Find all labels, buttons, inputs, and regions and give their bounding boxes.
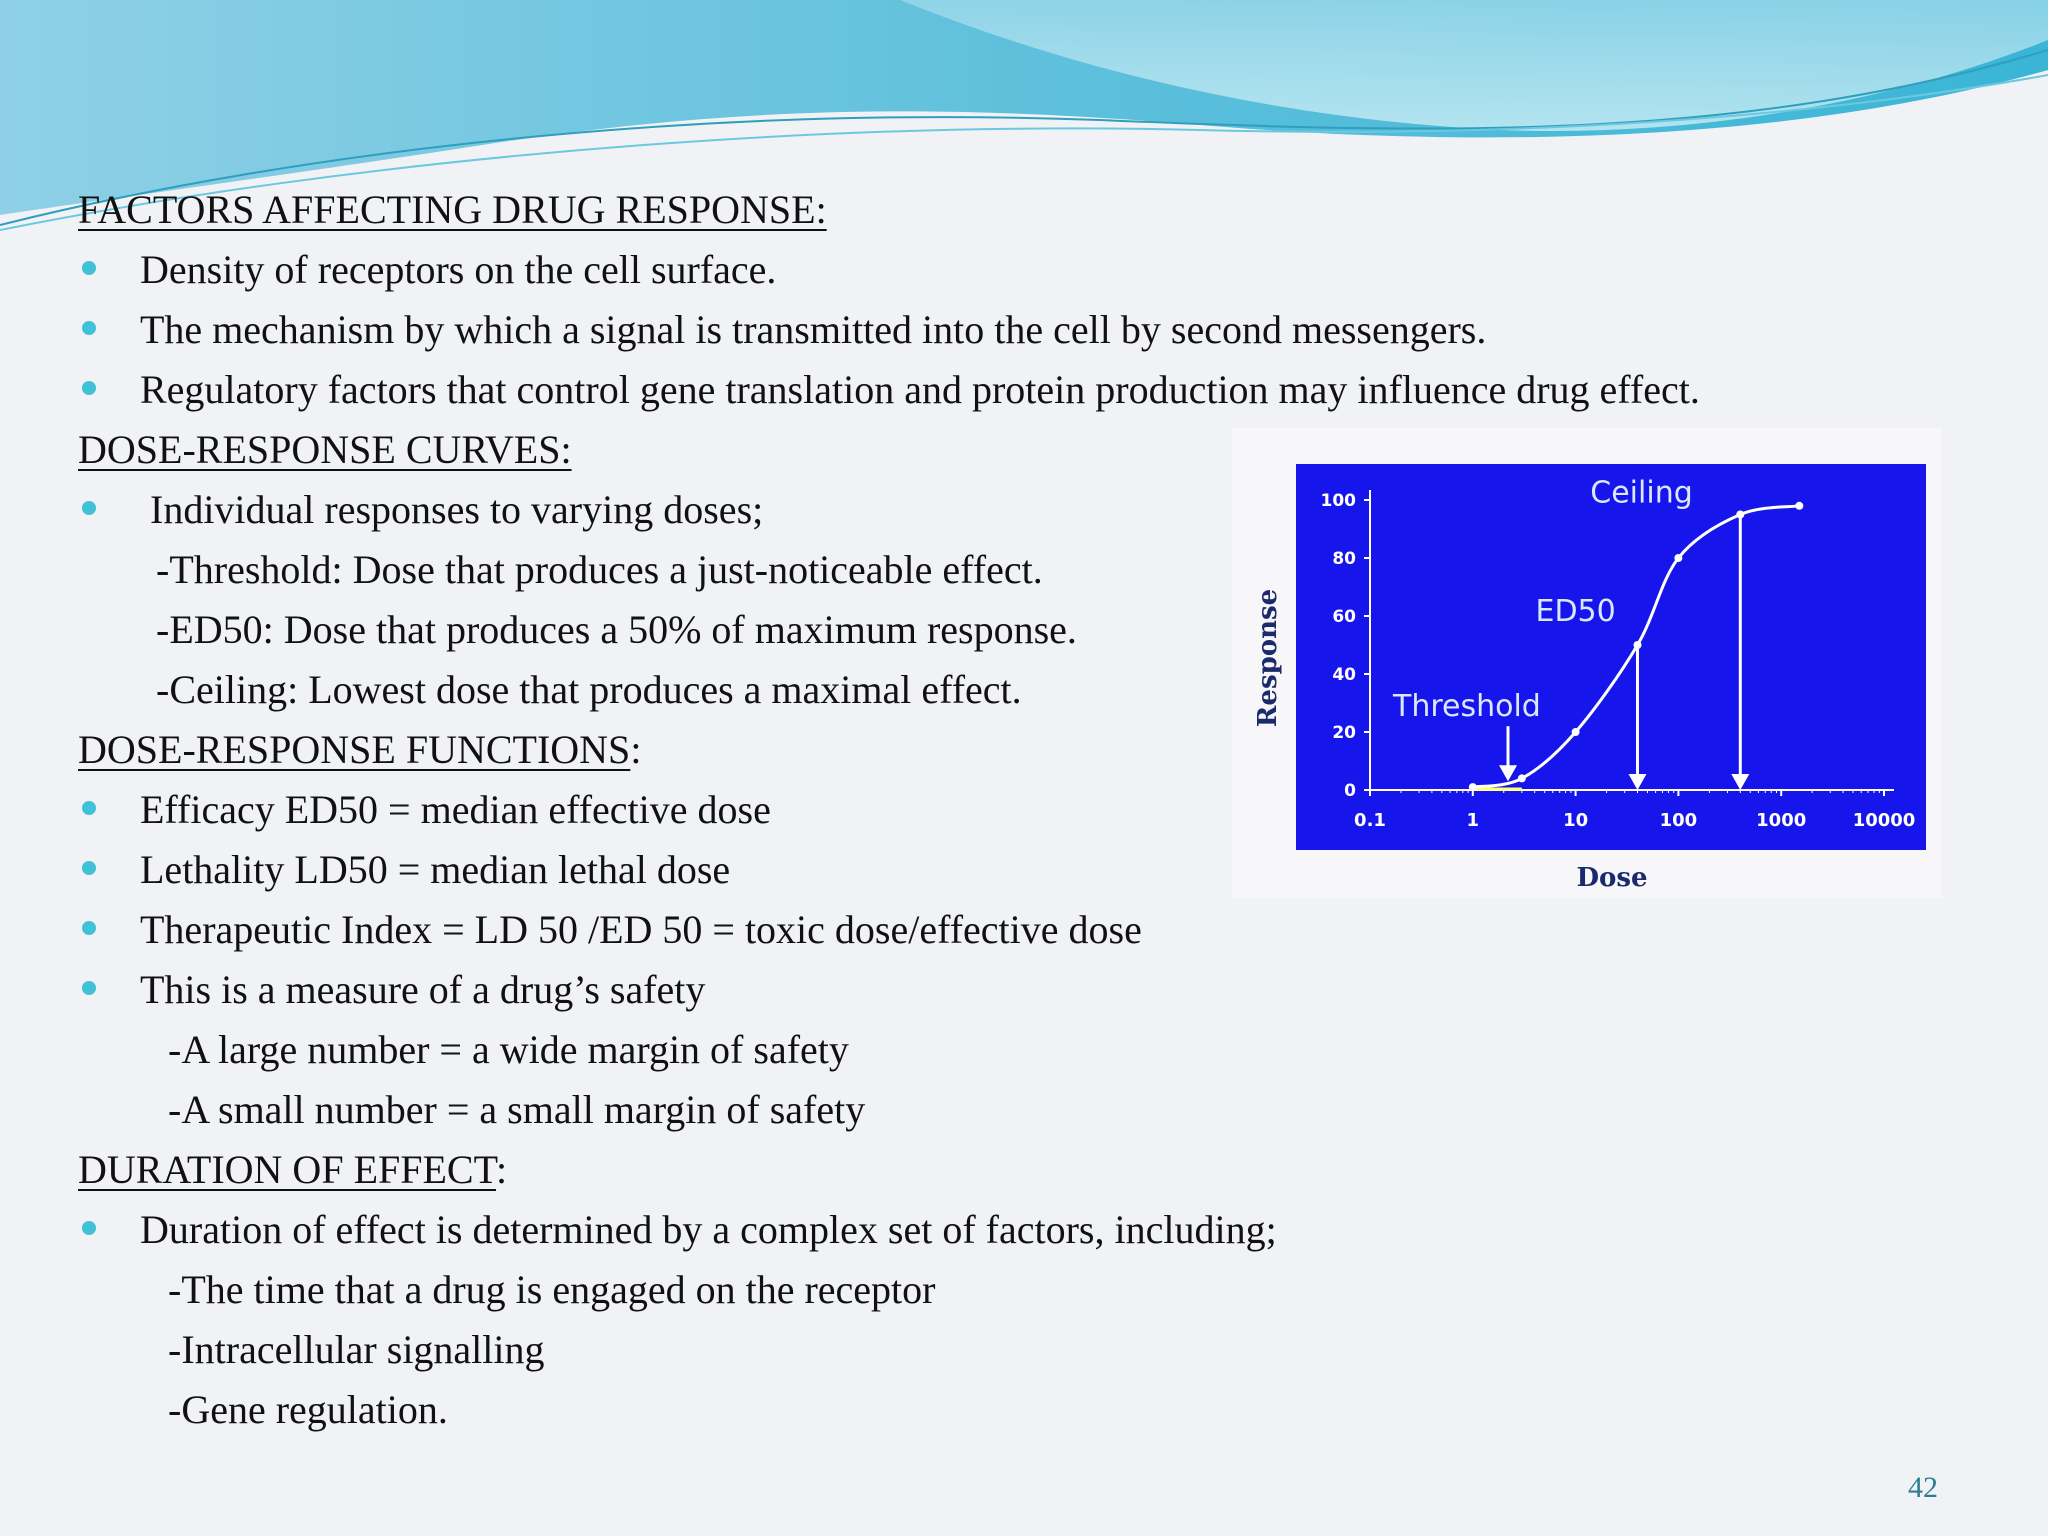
chart-y-tick-label: 20 — [1332, 723, 1356, 743]
sub-item: -ED50: Dose that produces a 50% of maximum response. — [156, 607, 1077, 652]
chart-x-tick-label: 1 — [1466, 810, 1480, 831]
chart-y-tick-label: 40 — [1332, 665, 1356, 685]
bullet-item: Individual responses to varying doses; — [82, 480, 763, 540]
dose-response-chart — [1232, 428, 1942, 898]
bullet-item: Efficacy ED50 = median effective dose — [82, 780, 771, 840]
chart-x-tick-label: 100 — [1659, 810, 1698, 831]
chart-y-axis-label: Response — [1253, 588, 1283, 728]
bullet-icon — [82, 801, 96, 815]
chart-y-tick-label: 60 — [1332, 607, 1356, 627]
sub-item: -A small number = a small margin of safety — [168, 1087, 866, 1132]
chart-y-tick-label: 0 — [1344, 781, 1356, 801]
bullet-item: Density of receptors on the cell surface. — [82, 240, 776, 300]
chart-plot-background — [1296, 464, 1926, 850]
heading-dose-response-functions: DOSE-RESPONSE FUNCTIONS: — [78, 727, 642, 772]
chart-annotation-label: Threshold — [1393, 689, 1541, 725]
chart-data-point — [1795, 502, 1803, 510]
chart-annotation-label: Ceiling — [1590, 475, 1693, 511]
bullet-item: Therapeutic Index = LD 50 /ED 50 = toxic dose/effective dose — [82, 900, 1142, 960]
sub-item: -Threshold: Dose that produces a just-noticeable effect. — [156, 547, 1043, 592]
sub-item: -Ceiling: Lowest dose that produces a maximal effect. — [156, 667, 1022, 712]
bullet-item: Regulatory factors that control gene translation and protein production may influence drug effect. — [82, 360, 1700, 420]
chart-annotation-label: ED50 — [1535, 594, 1616, 629]
bullet-icon — [82, 921, 96, 935]
page-number: 42 — [1908, 1471, 1938, 1504]
bullet-item: Duration of effect is determined by a complex set of factors, including; — [82, 1200, 1277, 1260]
chart-x-tick-label: 1000 — [1756, 810, 1807, 831]
dose-response-chart-svg — [1232, 428, 1942, 898]
sub-item: -The time that a drug is engaged on the receptor — [168, 1267, 936, 1312]
bullet-icon — [82, 261, 96, 275]
heading-duration-of-effect: DURATION OF EFFECT: — [78, 1147, 508, 1192]
bullet-icon — [82, 501, 96, 515]
chart-y-tick-label: 80 — [1332, 549, 1356, 569]
heading-factors: FACTORS AFFECTING DRUG RESPONSE: — [78, 187, 827, 232]
chart-data-point — [1469, 783, 1477, 791]
bullet-icon — [82, 981, 96, 995]
bullet-icon — [82, 1221, 96, 1235]
chart-data-point — [1518, 774, 1526, 782]
sub-item: -A large number = a wide margin of safety — [168, 1027, 849, 1072]
heading-dose-response-curves: DOSE-RESPONSE CURVES: — [78, 427, 572, 472]
chart-data-point — [1572, 728, 1580, 736]
bullet-item: This is a measure of a drug’s safety — [82, 960, 705, 1020]
chart-x-axis-label: Dose — [1576, 863, 1648, 893]
bullet-icon — [82, 321, 96, 335]
chart-y-tick-label: 100 — [1320, 491, 1356, 511]
chart-x-tick-label: 10 — [1563, 810, 1589, 831]
chart-data-point — [1674, 554, 1682, 562]
chart-x-tick-label: 10000 — [1852, 810, 1916, 831]
bullet-item: The mechanism by which a signal is transmitted into the cell by second messengers. — [82, 300, 1486, 360]
bullet-item: Lethality LD50 = median lethal dose — [82, 840, 730, 900]
chart-x-tick-label: 0.1 — [1354, 810, 1386, 831]
sub-item: -Intracellular signalling — [168, 1327, 545, 1372]
bullet-icon — [82, 861, 96, 875]
bullet-icon — [82, 381, 96, 395]
sub-item: -Gene regulation. — [168, 1387, 448, 1432]
